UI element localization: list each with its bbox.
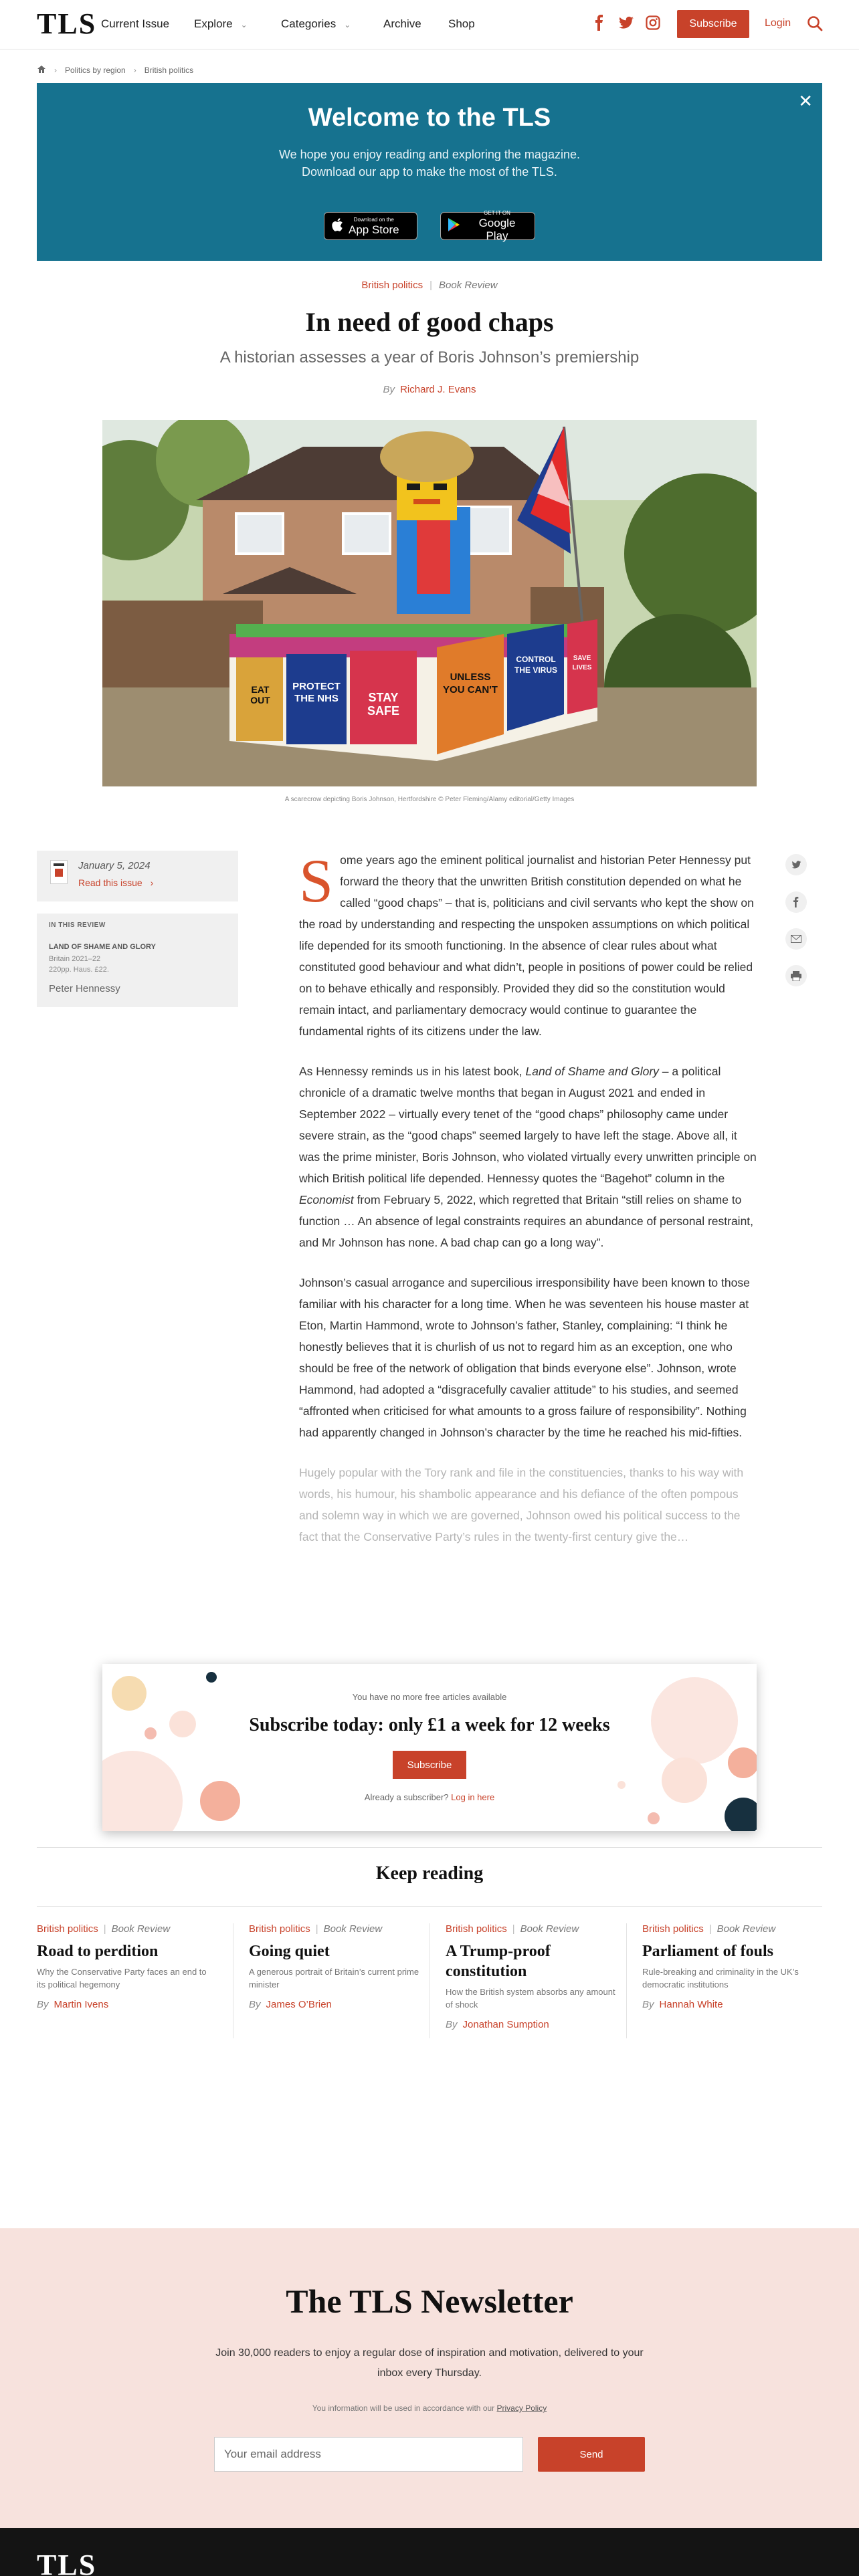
book-title: LAND OF SHAME AND GLORY bbox=[49, 943, 156, 951]
decorative-circle bbox=[725, 1798, 757, 1831]
kicker-divider: | bbox=[103, 1923, 106, 1935]
card-byline bbox=[642, 1999, 816, 2010]
app-store-label: App Store bbox=[349, 223, 399, 236]
kicker-divider: | bbox=[430, 280, 433, 291]
card-author[interactable]: Jonathan Sumption bbox=[462, 2019, 549, 2030]
instagram-icon[interactable] bbox=[645, 15, 661, 31]
related-article-card[interactable] bbox=[446, 1923, 619, 2030]
newsletter-send-button[interactable]: Send bbox=[538, 2437, 645, 2472]
card-title[interactable]: Parliament of fouls bbox=[642, 1943, 773, 1960]
nav-label: Categories bbox=[281, 17, 337, 30]
login-link[interactable]: Login bbox=[765, 17, 791, 29]
article-title: In need of good chaps bbox=[305, 307, 554, 337]
in-this-review-box bbox=[37, 914, 238, 1007]
card-author[interactable]: Martin Ivens bbox=[54, 1999, 109, 2010]
book-title-italic: Land of Shame and Glory bbox=[525, 1065, 659, 1078]
breadcrumb-item[interactable]: Politics by region bbox=[65, 66, 126, 75]
card-byline bbox=[249, 1999, 423, 2010]
card-description: How the British system absorbs any amount of shock bbox=[446, 1987, 615, 2010]
related-article-card[interactable] bbox=[37, 1923, 211, 2010]
byline-prefix: By bbox=[37, 1999, 49, 2010]
welcome-text: We hope you enjoy reading and exploring the magazine. bbox=[279, 148, 580, 161]
breadcrumb-item[interactable]: British politics bbox=[144, 66, 194, 75]
book-publication: 220pp. Haus. £22. bbox=[49, 966, 109, 974]
facebook-icon[interactable] bbox=[591, 15, 607, 31]
kicker-divider: | bbox=[512, 1923, 515, 1935]
article-type: Book Review bbox=[439, 280, 498, 291]
read-issue-label: Read this issue bbox=[78, 877, 142, 888]
paywall-login-link[interactable]: Log in here bbox=[451, 1792, 495, 1802]
welcome-title: Welcome to the TLS bbox=[308, 104, 551, 132]
decorative-circle bbox=[728, 1747, 757, 1778]
twitter-icon[interactable] bbox=[785, 854, 807, 875]
article-paragraph bbox=[299, 849, 758, 1042]
article-paragraph bbox=[299, 1272, 758, 1443]
google-play-label: Google Play bbox=[478, 217, 516, 242]
card-category[interactable]: British politics bbox=[249, 1923, 310, 1935]
newsletter-title: The TLS Newsletter bbox=[286, 2282, 573, 2320]
welcome-banner bbox=[37, 83, 822, 261]
article-body bbox=[299, 849, 758, 1566]
search-icon[interactable] bbox=[806, 15, 824, 32]
card-meta bbox=[642, 1923, 816, 1935]
nav-current-issue[interactable] bbox=[101, 17, 169, 31]
chevron-right-icon: › bbox=[150, 877, 154, 888]
article-category-link[interactable]: British politics bbox=[361, 280, 423, 291]
card-category[interactable]: British politics bbox=[642, 1923, 704, 1935]
card-type: Book Review bbox=[717, 1923, 776, 1935]
paragraph-text: Hugely popular with the Tory rank and file in the constituencies, thanks to his way with words, his humour, his shambolic appearance and his defiance of the often pompous and solemn way in which we are governed, Johnson owed his political success to the fact that the Conservative Party’s rules in the twenty-first century give the… bbox=[299, 1466, 744, 1543]
nav-categories[interactable] bbox=[281, 17, 351, 31]
subscribe-button[interactable]: Subscribe bbox=[677, 10, 749, 38]
keep-reading-title: Keep reading bbox=[375, 1863, 484, 1884]
google-play-icon bbox=[448, 217, 461, 235]
card-description: Rule-breaking and criminality in the UK’s democratic institutions bbox=[642, 1967, 799, 1990]
already-subscriber-text: Already a subscriber? bbox=[364, 1792, 449, 1802]
article-kicker bbox=[0, 280, 859, 291]
byline-prefix: By bbox=[642, 1999, 654, 2010]
card-divider bbox=[626, 1923, 627, 2038]
paywall-note: You have no more free articles available bbox=[352, 1692, 507, 1702]
divider bbox=[37, 1906, 822, 1907]
privacy-policy-link[interactable]: Privacy Policy bbox=[496, 2403, 547, 2413]
card-byline bbox=[446, 2019, 619, 2030]
paragraph-text: As Hennessy reminds us in his latest book, bbox=[299, 1065, 526, 1078]
paywall-login-prompt bbox=[102, 1792, 757, 1802]
chevron-down-icon: ⌄ bbox=[240, 20, 248, 29]
apple-icon bbox=[331, 217, 343, 235]
email-field[interactable] bbox=[214, 2437, 523, 2472]
article-paragraph bbox=[299, 1061, 758, 1253]
card-description: A generous portrait of Britain’s current prime minister bbox=[249, 1967, 419, 1990]
card-meta bbox=[446, 1923, 619, 1935]
card-type: Book Review bbox=[520, 1923, 579, 1935]
card-title[interactable]: Road to perdition bbox=[37, 1943, 159, 1960]
card-meta bbox=[249, 1923, 423, 1935]
card-title[interactable]: A Trump-proof constitution bbox=[446, 1943, 551, 1980]
in-review-label: IN THIS REVIEW bbox=[49, 922, 106, 929]
paywall-box bbox=[102, 1664, 757, 1831]
card-type: Book Review bbox=[323, 1923, 383, 1935]
card-title[interactable]: Going quiet bbox=[249, 1943, 330, 1960]
nav-archive[interactable] bbox=[383, 17, 421, 31]
card-category[interactable]: British politics bbox=[37, 1923, 98, 1935]
text-fade-overlay bbox=[294, 1585, 763, 1645]
byline-prefix: By bbox=[249, 1999, 261, 2010]
facebook-icon[interactable] bbox=[785, 891, 807, 913]
byline-prefix: By bbox=[446, 2019, 458, 2030]
newsletter-section bbox=[0, 2228, 859, 2528]
hero-sign-text: UNLESS YOU CAN'T bbox=[443, 671, 498, 695]
divider bbox=[37, 1847, 822, 1848]
paragraph-text: Johnson’s casual arrogance and supercilious irresponsibility have been known to those familiar with his character for a long time. When he was seventeen his house master at Eton, Martin Hammond, wrote to Johnson’s father, Stanley, complaining: “I think he honestly believes that it is churlish of us not to regard him as an exception, one who should be free of the network of obligation that binds everyone else”. Johnson, wrote Hammond, had adopted a “disgracefully cavalier attitude” to his studies, and seemed “affronted when criticised for what amounts to a gross failure of responsibility”. Nothing had apparently changed in Johnson’s character by the time he reached his mid-fifties. bbox=[299, 1276, 750, 1439]
card-author[interactable]: James O’Brien bbox=[266, 1999, 332, 2010]
drop-cap: S bbox=[299, 847, 334, 915]
site-footer bbox=[0, 2528, 859, 2576]
email-icon[interactable] bbox=[785, 928, 807, 950]
card-author[interactable]: Hannah White bbox=[659, 1999, 723, 2010]
welcome-text: Download our app to make the most of the TLS. bbox=[302, 165, 557, 179]
breadcrumb bbox=[37, 60, 822, 80]
nav-shop[interactable] bbox=[448, 17, 475, 31]
hero-sign-text: EAT OUT bbox=[250, 684, 270, 706]
nav-label: Current Issue bbox=[101, 17, 170, 30]
kicker-divider: | bbox=[315, 1923, 318, 1935]
decorative-circle bbox=[648, 1812, 660, 1824]
decorative-circle bbox=[617, 1781, 626, 1789]
privacy-text: You information will be used in accordance with our bbox=[312, 2403, 495, 2413]
issue-box bbox=[37, 851, 238, 901]
hero-sign-text: CONTROL THE VIRUS bbox=[514, 655, 557, 675]
kicker-divider: | bbox=[708, 1923, 712, 1935]
privacy-note bbox=[0, 2403, 859, 2413]
paragraph-text: from February 5, 2022, which regretted that Britain “still relies on shame to function … An absence of legal constraints requires an abundance of personal restraint, and Mr Johnson has none. A bad chap can go a long way”. bbox=[299, 1193, 754, 1249]
book-subtitle: Britain 2021–22 bbox=[49, 955, 101, 963]
nav-label: Explore bbox=[194, 17, 233, 30]
card-description: Why the Conservative Party faces an end to its political hegemony bbox=[37, 1967, 207, 1990]
related-article-card[interactable] bbox=[249, 1923, 423, 2010]
card-meta bbox=[37, 1923, 211, 1935]
card-type: Book Review bbox=[111, 1923, 171, 1935]
newsletter-text: Join 30,000 readers to enjoy a regular dose of inspiration and motivation, delivered to your inbox every Thursday. bbox=[215, 2347, 644, 2379]
card-category[interactable]: British politics bbox=[446, 1923, 507, 1935]
paragraph-text: ome years ago the eminent political journalist and historian Peter Hennessy put forward the theory that the unwritten British constitution depended on what he called “good chaps” – that is, politicians and civil servants who kept the show on the road by understanding and respecting the unspoken assumptions on which political life depended for its smooth functioning. In the absence of clear rules about what constituted good behaviour and what didn’t, people in positions of power could be relied on to behave ethically and responsibly. Provided they did so the constitution would remain intact, and parliamentary democracy would continue to guarantee the fundamental rights of its citizens under the law. bbox=[299, 853, 754, 1038]
footer-logo[interactable]: TLS bbox=[37, 2549, 97, 2576]
breadcrumb-separator-icon: › bbox=[133, 66, 136, 75]
decorative-circle bbox=[102, 1751, 183, 1831]
paragraph-text: – a political chronicle of a dramatic twelve months that began in August 2021 and ended in September 2022 – virtually every tenet of the “good chaps” philosophy came under severe strain, as the “good chaps” seemed largely to have left the stage. Above all, it was the prime minister, Boris Johnson, who violated virtually every unwritten principle on which British political life depended. Hennessy quotes the “Bagehot” column in the bbox=[299, 1065, 757, 1185]
hero-sign-text: PROTECT THE NHS bbox=[292, 681, 341, 704]
paywall-headline: Subscribe today: only £1 a week for 12 weeks bbox=[249, 1715, 610, 1735]
decorative-circle bbox=[206, 1672, 217, 1683]
hero-sign-text: STAY SAFE bbox=[367, 691, 399, 718]
hero-image bbox=[102, 420, 757, 786]
card-byline bbox=[37, 1999, 211, 2010]
site-logo[interactable]: TLS bbox=[37, 7, 97, 40]
book-author: Peter Hennessy bbox=[49, 983, 120, 994]
app-store-button[interactable] bbox=[324, 212, 417, 240]
issue-cover-thumbnail[interactable] bbox=[50, 860, 68, 884]
related-article-card[interactable] bbox=[642, 1923, 816, 2010]
close-icon[interactable]: ✕ bbox=[798, 91, 813, 111]
paywall-subscribe-button[interactable]: Subscribe bbox=[393, 1751, 466, 1779]
image-caption: A scarecrow depicting Boris Johnson, Hertfordshire © Peter Fleming/Alamy editorial/Getty Images bbox=[284, 796, 575, 803]
hero-sign-text: SAVE LIVES bbox=[572, 655, 592, 671]
chevron-down-icon: ⌄ bbox=[344, 20, 351, 29]
app-store-small-label: Download on the bbox=[353, 216, 394, 223]
magazine-title-italic: Economist bbox=[299, 1193, 354, 1206]
article-paragraph-faded bbox=[299, 1462, 758, 1547]
nav-label: Archive bbox=[383, 17, 421, 30]
twitter-icon[interactable] bbox=[618, 15, 634, 31]
breadcrumb-separator-icon: › bbox=[54, 66, 57, 75]
google-play-button[interactable] bbox=[440, 212, 535, 240]
print-icon[interactable] bbox=[785, 965, 807, 986]
issue-date: January 5, 2024 bbox=[78, 860, 151, 871]
article-standfirst: A historian assesses a year of Boris Johnson’s premiership bbox=[219, 348, 640, 366]
article-byline bbox=[0, 384, 859, 395]
author-link[interactable]: Richard J. Evans bbox=[400, 384, 476, 395]
read-issue-link[interactable] bbox=[78, 877, 153, 888]
byline-prefix: By bbox=[383, 384, 395, 395]
site-header bbox=[0, 0, 859, 49]
nav-explore[interactable] bbox=[194, 17, 248, 31]
home-icon[interactable] bbox=[37, 65, 46, 76]
nav-label: Shop bbox=[448, 17, 475, 30]
google-play-small-label: GET IT ON bbox=[484, 210, 510, 216]
